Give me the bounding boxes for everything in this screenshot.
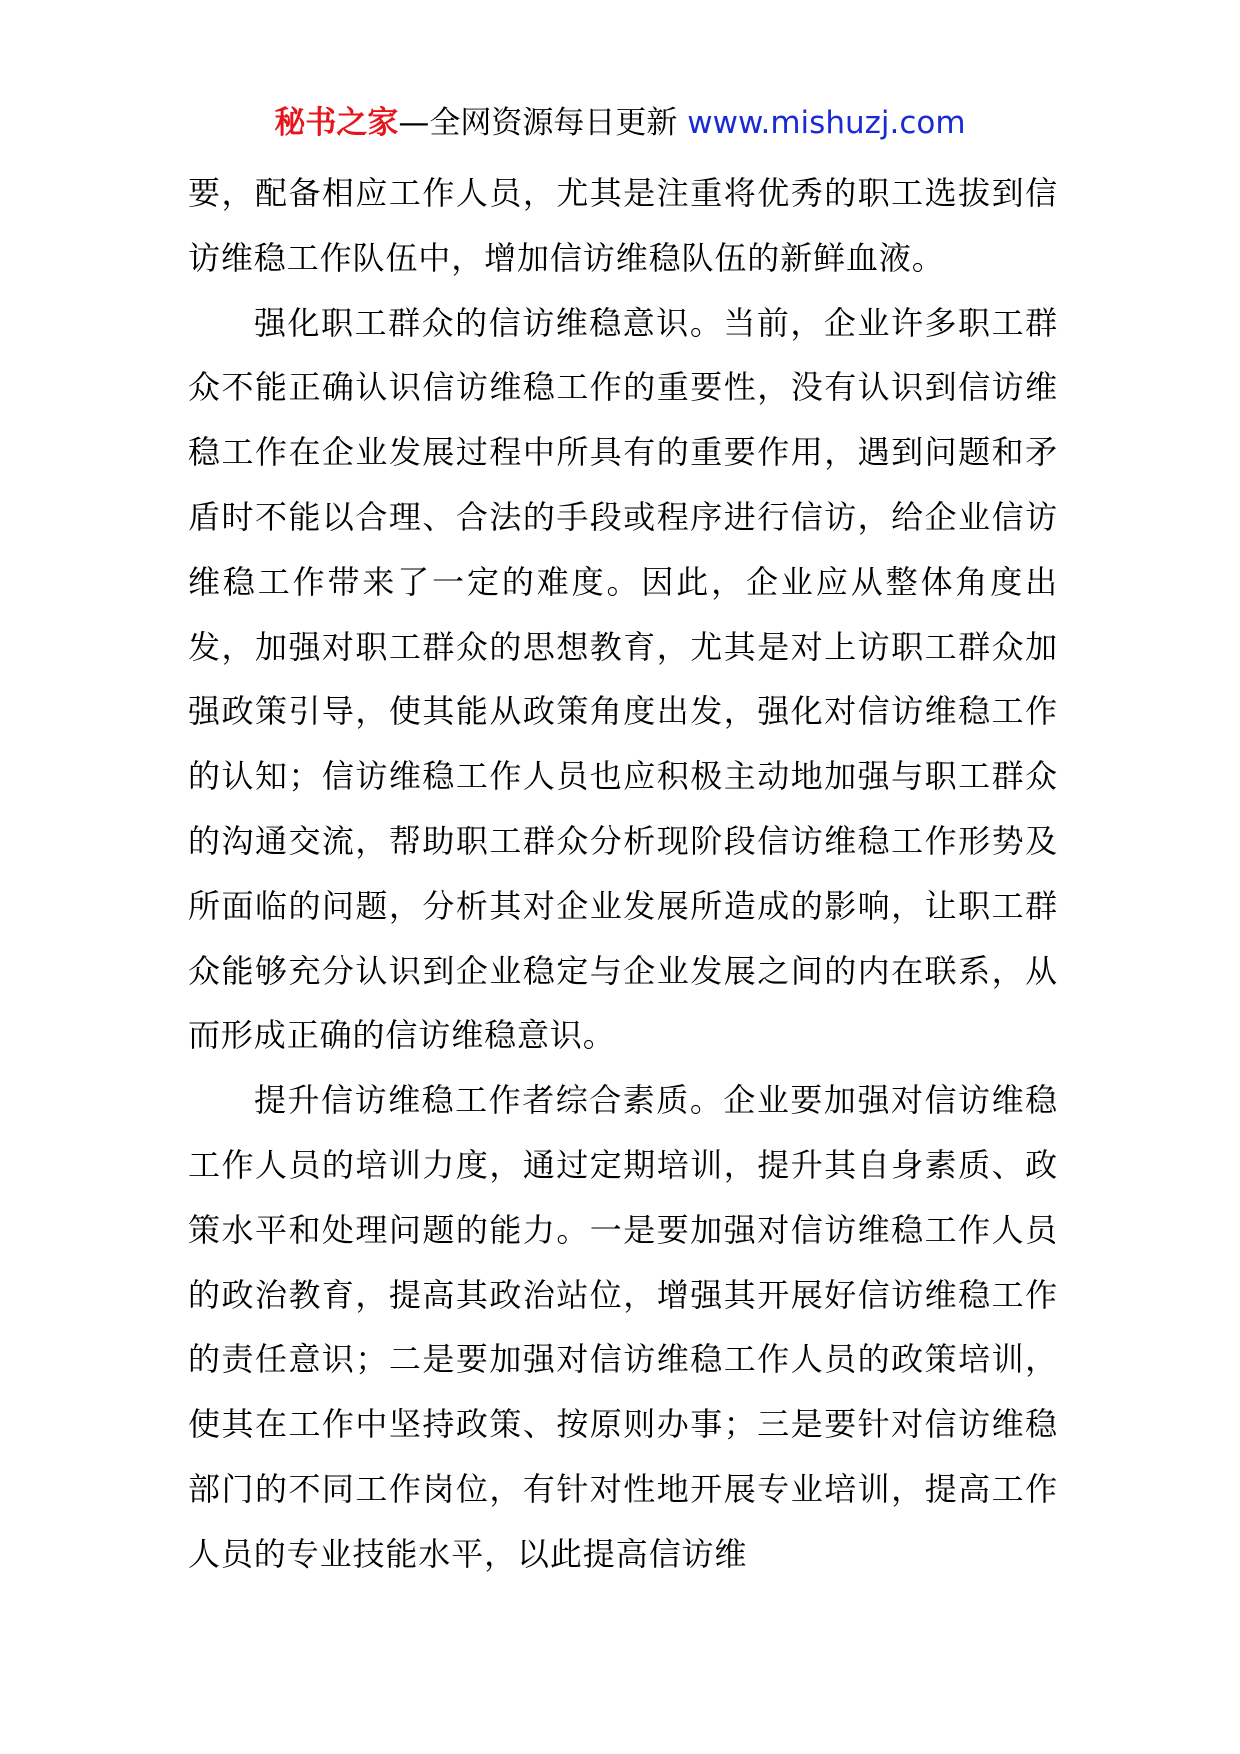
paragraph-quality: 提升信访维稳工作者综合素质。企业要加强对信访维稳工作人员的培训力度，通过定期培训，提升其自身素质、政策水平和处理问题的能力。一是要加强对信访维稳工作人员的政治教育，提高其政治站位，增强其开展好信访维稳工作的责任意识；二是要加强对信访维稳工作人员的政策培训，使其在工作中坚持政策、按原则办事；三是要针对信访维稳部门的不同工作岗位，有针对性地开展专业培训，提高工作人员的专业技能水平，以此提高信访维 [188,1081,1058,1573]
page-header [0,103,1240,143]
paragraph-continuation: 要，配备相应工作人员，尤其是注重将优秀的职工选拔到信访维稳工作队伍中，增加信访维稳队伍的新鲜血液。 [188,174,1058,277]
brand-name: 秘书之家 [274,105,399,141]
header-tagline: —全网资源每日更新 [398,105,688,141]
document-body [188,161,1058,1587]
paragraph-awareness: 强化职工群众的信访维稳意识。当前，企业许多职工群众不能正确认识信访维稳工作的重要性，没有认识到信访维稳工作在企业发展过程中所具有的重要作用，遇到问题和矛盾时不能以合理、合法的手段或程序进行信访，给企业信访维稳工作带来了一定的难度。因此，企业应从整体角度出发，加强对职工群众的思想教育，尤其是对上访职工群众加强政策引导，使其能从政策角度出发，强化对信访维稳工作的认知；信访维稳工作人员也应积极主动地加强与职工群众的沟通交流，帮助职工群众分析现阶段信访维稳工作形势及所面临的问题，分析其对企业发展所造成的影响，让职工群众能够充分认识到企业稳定与企业发展之间的内在联系，从而形成正确的信访维稳意识。 [188,303,1058,1055]
website-link[interactable]: www.mishuzj.com [687,105,966,141]
